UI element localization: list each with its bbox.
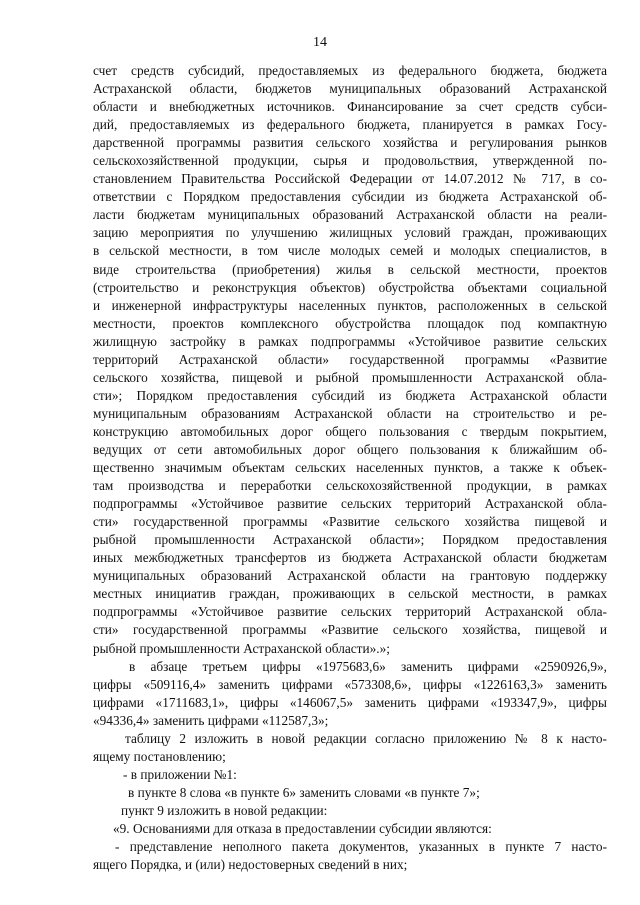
text-line: подпрограммы «Устойчивое развитие сельских территорий Астраханской обла- [93,604,607,620]
text-line: муниципальным образованиям Астраханской области на строительство и ре- [93,405,607,421]
text-line: подпрограммы «Устойчивое развитие сельских территорий Астраханской обла- [93,496,607,512]
text-line: сти»; Порядком предоставления субсидий из бюджета Астраханской области [93,387,607,403]
text-line: в пункте 8 слова «в пункте 6» заменить словами «в пункте 7»; [128,784,480,800]
text-line: в абзаце третьем цифры «1975683,6» заменить цифрами «2590926,9», [129,658,607,674]
text-line: - в приложении №1: [123,766,237,782]
text-line: щественно значимым объектам сельских населенных пунктов, а также к объек- [93,460,607,476]
text-line: и инженерной инфраструктуры населенных пунктов, расположенных в сельской [93,297,607,313]
text-line: сти» государственной программы «Развитие сельского хозяйства, пищевой и [93,622,607,638]
document-body [93,62,607,874]
text-line: виде строительства (приобретения) жилья в сельской местности, проектов [93,261,607,277]
text-line: рыбной промышленности Астраханской области»; Порядком предоставления [93,532,607,548]
text-line: счет средств субсидий, предоставляемых из федерального бюджета, бюджета [93,63,607,78]
text-line: становлением Правительства Российской Федерации от 14.07.2012 № 717, в со- [93,171,607,187]
text-line: в сельской местности, в том числе молодых семей и молодых специалистов, в [93,243,607,259]
text-line: местности, проектов комплексного обустройства площадок под компактную [93,315,607,331]
page-number: 14 [313,35,327,50]
text-line: «9. Основаниями для отказа в предоставлении субсидии являются: [113,820,492,836]
text-line: цифры «509116,4» заменить цифрами «573308,6», цифры «1226163,3» заменить [93,676,607,692]
text-line: дарственной программы развития сельского хозяйства и регулирования рынков [93,135,607,151]
text-line: территорий Астраханской области» государственной программы «Развитие [93,351,607,367]
text-line: сельскохозяйственной продукции, сырья и продовольствия, утвержденной по- [93,153,607,169]
text-line: Астраханской области, бюджетов муниципальных образований Астраханской [93,81,607,97]
text-line: дий, предоставляемых из федерального бюджета, планируется в рамках Госу- [93,117,607,133]
text-line: цифрами «1711683,1», цифры «146067,5» заменить цифрами «193347,9», цифры [93,694,607,710]
text-line: ласти бюджетам муниципальных образований Астраханской области на реали- [93,207,607,223]
text-line: конструкцию автомобильных дорог общего пользования с твердым покрытием, [93,423,607,439]
text-line: иных межбюджетных трансфертов из бюджета Астраханской области бюджетам [93,550,607,566]
text-line: пункт 9 изложить в новой редакции: [121,802,328,818]
text-line: сти» государственной программы «Развитие сельского хозяйства пищевой и [93,514,607,530]
text-line: ответствии с Порядком предоставления субсидии из бюджета Астраханской об- [93,189,607,205]
text-line: муниципальных образований Астраханской области на грантовую поддержку [93,568,607,584]
text-line: таблицу 2 изложить в новой редакции согласно приложению № 8 к насто- [125,730,607,746]
text-line: зацию мероприятия по улучшению жилищных условий граждан, проживающих [93,225,607,241]
text-line: «94336,4» заменить цифрами «112587,3»; [93,712,329,728]
text-line: сельского хозяйства, пищевой и рыбной промышленности Астраханской обла- [93,369,607,385]
text-line: области и внебюджетных источников. Финансирование за счет средств субси- [93,99,607,115]
text-line: ящего Порядка, и (или) недостоверных сведений в них; [93,857,408,873]
text-line: (строительство и реконструкция объектов) обустройства объектами социальной [93,279,607,295]
text-line: местных инициатив граждан, проживающих в сельской местности, в рамках [93,586,607,602]
text-line: ящему постановлению; [93,748,226,764]
text-line: там производства и переработки сельскохозяйственной продукции, в рамках [93,478,607,494]
text-line: - представление неполного пакета документов, указанных в пункте 7 насто- [115,839,607,855]
text-line: ведущих от сети автомобильных дорог общего пользования к ближайшим об- [93,441,607,457]
text-line: рыбной промышленности Астраханской области».»; [93,640,390,656]
text-line: жилищную застройку в рамках подпрограммы «Устойчивое развитие сельских [93,333,607,349]
